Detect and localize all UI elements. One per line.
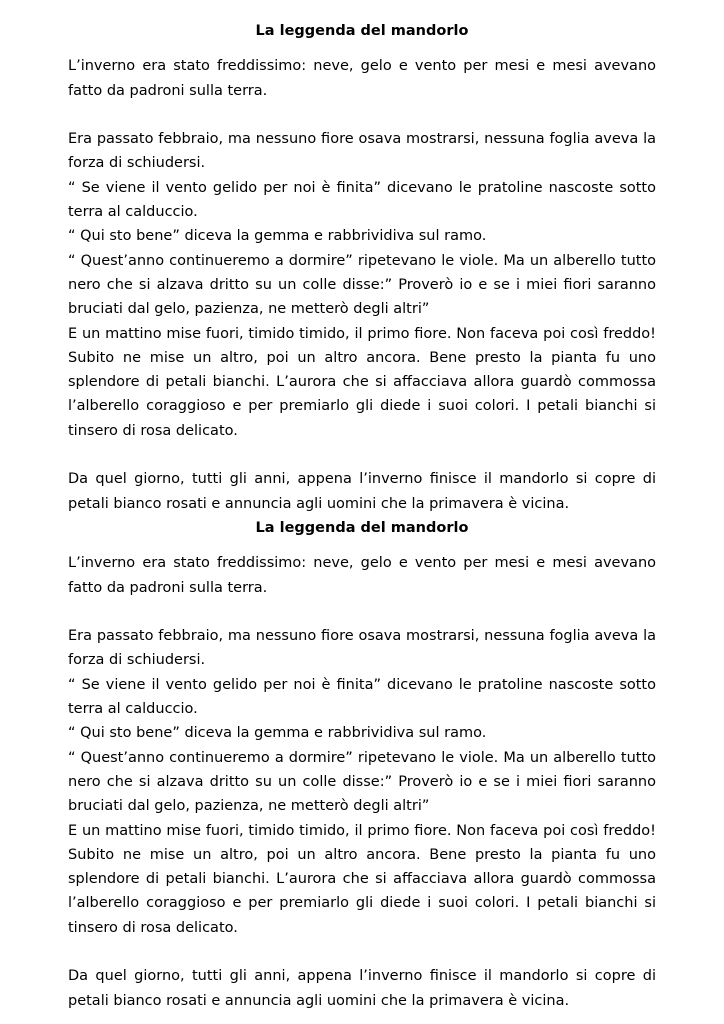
paragraph-spacer — [68, 103, 656, 127]
story-section — [68, 19, 656, 516]
story-paragraph: E un mattino mise fuori, timido timido, il primo fiore. Non faceva poi così freddo! Subito ne mise un altro, poi un altro ancora. Bene presto la pianta fu uno splendore di petali bianchi. L’aurora che si affacciava allora guardò commossa l’alberello coraggioso e per premiarlo gli diede i suoi colori. I petali bianchi si tinsero di rosa delicato. — [68, 325, 656, 439]
story-paragraph: “ Qui sto bene” diceva la gemma e rabbrividiva sul ramo. — [68, 725, 487, 742]
story-title: La leggenda del mandorlo — [255, 23, 469, 39]
story-paragraph: Era passato febbraio, ma nessuno fiore osava mostrarsi, nessuna foglia aveva la forza di schiudersi. — [68, 131, 656, 172]
story-paragraph: Da quel giorno, tutti gli anni, appena l’inverno finisce il mandorlo si copre di petali bianco rosati e annuncia agli uomini che la primavera è vicina. — [68, 968, 656, 1009]
story-section — [68, 516, 656, 1013]
title-spacer — [68, 43, 656, 54]
paragraph-spacer — [68, 443, 656, 467]
story-paragraph: L’inverno era stato freddissimo: neve, gelo e vento per mesi e mesi avevano fatto da padroni sulla terra. — [68, 58, 656, 99]
story-paragraph: Era passato febbraio, ma nessuno fiore osava mostrarsi, nessuna foglia aveva la forza di schiudersi. — [68, 628, 656, 669]
story-paragraph: “ Quest’anno continueremo a dormire” ripetevano le viole. Ma un alberello tutto nero che si alzava dritto su un colle disse:” Proverò io e se i miei fiori saranno bruciati dal gelo, pazienza, ne metterò degli altri” — [68, 252, 656, 318]
document-page — [68, 19, 656, 1013]
story-paragraph: Da quel giorno, tutti gli anni, appena l’inverno finisce il mandorlo si copre di petali bianco rosati e annuncia agli uomini che la primavera è vicina. — [68, 471, 656, 512]
story-paragraph: E un mattino mise fuori, timido timido, il primo fiore. Non faceva poi così freddo! Subito ne mise un altro, poi un altro ancora. Bene presto la pianta fu uno splendore di petali bianchi. L’aurora che si affacciava allora guardò commossa l’alberello coraggioso e per premiarlo gli diede i suoi colori. I petali bianchi si tinsero di rosa delicato. — [68, 822, 656, 936]
paragraph-spacer — [68, 600, 656, 624]
story-paragraph: “ Qui sto bene” diceva la gemma e rabbrividiva sul ramo. — [68, 228, 487, 245]
story-paragraph: “ Quest’anno continueremo a dormire” ripetevano le viole. Ma un alberello tutto nero che si alzava dritto su un colle disse:” Proverò io e se i miei fiori saranno bruciati dal gelo, pazienza, ne metterò degli altri” — [68, 749, 656, 815]
story-paragraph: “ Se viene il vento gelido per noi è finita” dicevano le pratoline nascoste sotto terra al calduccio. — [68, 676, 656, 718]
title-spacer — [68, 540, 656, 551]
story-title: La leggenda del mandorlo — [255, 519, 469, 536]
story-paragraph: “ Se viene il vento gelido per noi è finita” dicevano le pratoline nascoste sotto terra al calduccio. — [68, 179, 656, 221]
story-paragraph: L’inverno era stato freddissimo: neve, gelo e vento per mesi e mesi avevano fatto da padroni sulla terra. — [68, 555, 656, 596]
paragraph-spacer — [68, 940, 656, 964]
